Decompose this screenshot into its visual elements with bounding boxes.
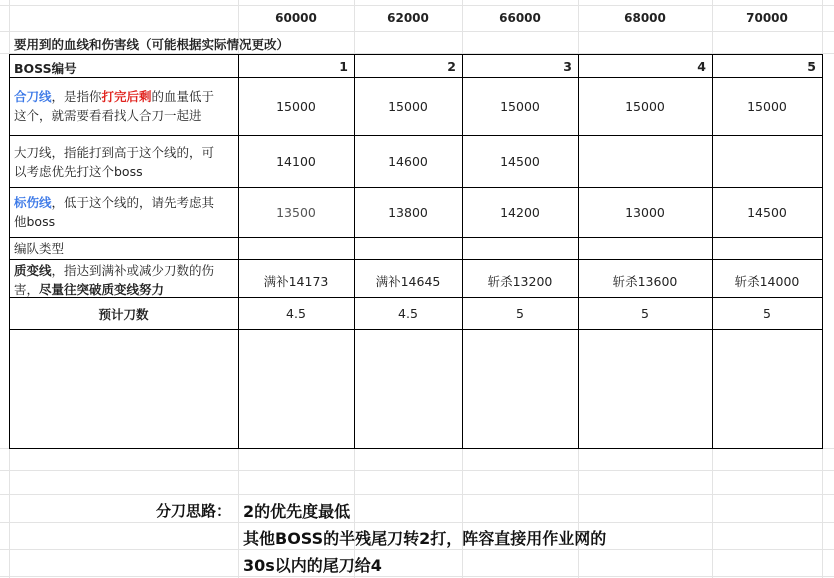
zhi-bian-value-5: 斩杀14000 — [734, 274, 800, 289]
biao-shang-text-a: ，低于这个线的，请先考虑其 — [51, 195, 215, 210]
he-dao-term: 合刀线 — [14, 89, 52, 104]
header-value-1: 60000 — [275, 11, 317, 25]
biao-shang-value-5: 14500 — [747, 205, 787, 220]
header-value-3: 66000 — [499, 11, 541, 25]
biao-shang-value-4: 13000 — [625, 205, 665, 220]
notes-label: 分刀思路： — [156, 502, 232, 520]
he-dao-text-a: ，是指你 — [51, 89, 102, 104]
da-dao-text-b: 以考虑优先打这个boss — [14, 164, 143, 179]
biao-shang-value-3: 14200 — [500, 205, 540, 220]
biao-shang-text-b: 他boss — [14, 214, 56, 229]
zhi-bian-value-4: 斩杀13600 — [612, 274, 678, 289]
da-dao-value-2: 14600 — [388, 154, 428, 169]
biao-shang-value-1: 13500 — [276, 205, 316, 220]
he-dao-highlight: 打完后剩 — [101, 89, 152, 104]
boss-number-1: 1 — [339, 59, 348, 74]
estimate-value-3: 5 — [516, 306, 524, 321]
header-value-2: 62000 — [387, 11, 429, 25]
zhi-bian-text-c: 尽量往突破质变线努力 — [39, 282, 165, 297]
he-dao-value-2: 15000 — [388, 99, 428, 114]
zhi-bian-value-1: 满补14173 — [263, 274, 329, 289]
he-dao-value-3: 15000 — [500, 99, 540, 114]
estimate-value-2: 4.5 — [398, 306, 418, 321]
boss-number-4: 4 — [697, 59, 706, 74]
he-dao-text-b: 的血量低于 — [151, 89, 215, 104]
da-dao-value-1: 14100 — [276, 154, 316, 169]
biao-shang-line-label — [10, 193, 238, 231]
boss-number-5: 5 — [807, 59, 816, 74]
estimate-value-4: 5 — [641, 306, 649, 321]
zhi-bian-line-label — [10, 261, 238, 299]
zhi-bian-value-2: 满补14645 — [375, 274, 441, 289]
notes-line-2: 其他BOSS的半残尾刀转2打，阵容直接用作业网的 — [243, 529, 607, 548]
header-value-4: 68000 — [624, 11, 666, 25]
biao-shang-term: 标伤线 — [14, 195, 52, 210]
header-value-5: 70000 — [746, 11, 788, 25]
notes-line-3: 30s以内的尾刀给4 — [243, 556, 382, 575]
da-dao-text-a: 大刀线，指能打到高于这个线的，可 — [14, 145, 215, 160]
he-dao-line-label — [10, 87, 238, 125]
da-dao-value-3: 14500 — [500, 154, 540, 169]
he-dao-value-4: 15000 — [625, 99, 665, 114]
boss-number-2: 2 — [447, 59, 456, 74]
sheet-title: 要用到的血线和伤害线（可能根据实际情况更改） — [14, 37, 290, 52]
zhi-bian-term: 质变线 — [14, 263, 52, 278]
team-type-label: 编队类型 — [14, 241, 65, 256]
he-dao-text-c: 这个，就需要看看找人合刀一起进 — [14, 108, 202, 123]
biao-shang-value-2: 13800 — [388, 205, 428, 220]
zhi-bian-text-a: ，指达到满补或减少刀数的伤 — [51, 263, 215, 278]
zhi-bian-value-3: 斩杀13200 — [487, 274, 553, 289]
boss-label: BOSS编号 — [14, 61, 77, 76]
notes-line-1: 2的优先度最低 — [243, 502, 351, 521]
da-dao-line-label — [10, 143, 238, 181]
he-dao-value-1: 15000 — [276, 99, 316, 114]
boss-number-3: 3 — [563, 59, 572, 74]
zhi-bian-text-b: 害， — [14, 282, 40, 297]
he-dao-value-5: 15000 — [747, 99, 787, 114]
estimate-label: 预计刀数 — [98, 307, 149, 322]
estimate-value-5: 5 — [763, 306, 771, 321]
estimate-value-1: 4.5 — [286, 306, 306, 321]
